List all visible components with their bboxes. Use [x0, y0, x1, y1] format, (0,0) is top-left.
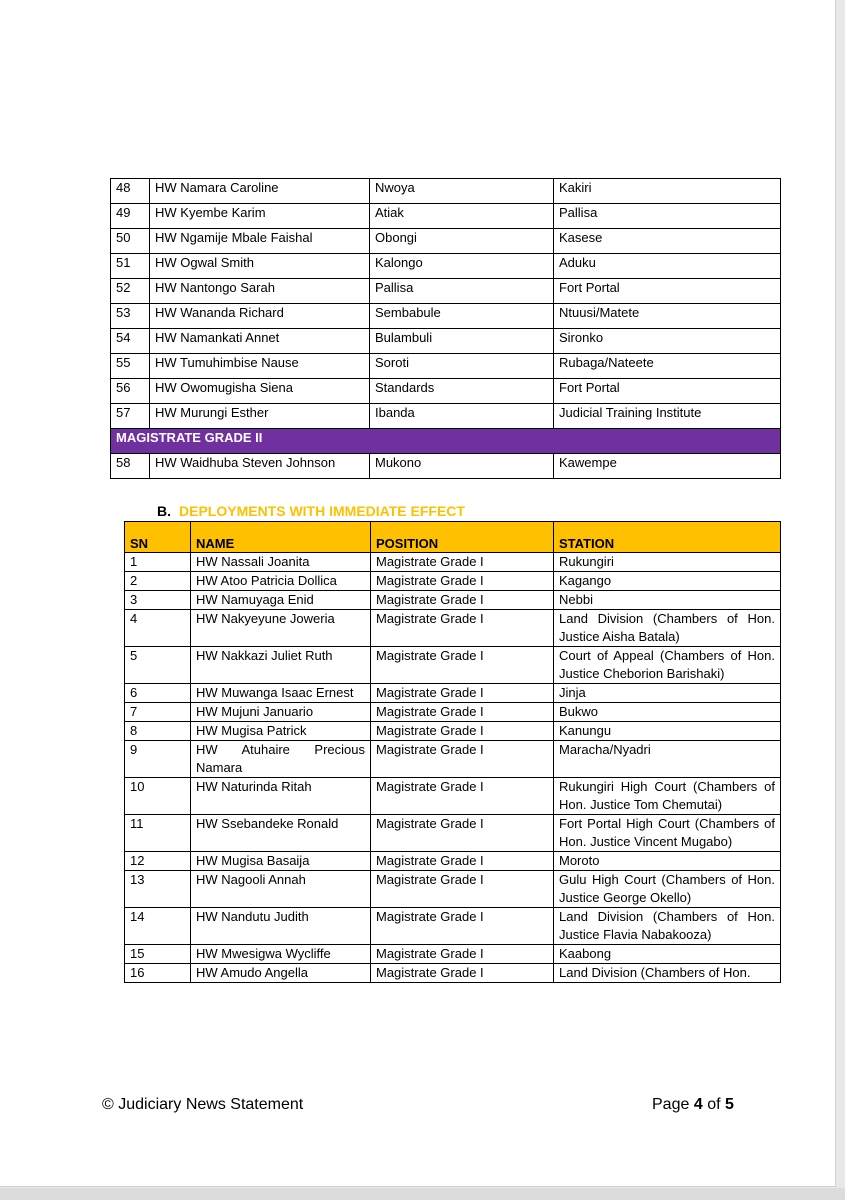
cell-name: HW Nagooli Annah: [191, 871, 371, 908]
cell-sn: 51: [111, 254, 150, 279]
cell-sn: 49: [111, 204, 150, 229]
table-row: [125, 722, 781, 741]
cell-station: Court of Appeal (Chambers of Hon. Justice Cheborion Barishaki): [554, 647, 781, 684]
cell-from: Atiak: [370, 204, 554, 229]
cell-station: Rukungiri High Court (Chambers of Hon. Justice Tom Chemutai): [554, 778, 781, 815]
table-row: [111, 254, 781, 279]
cell-name: HW Mujuni Januario: [191, 703, 371, 722]
cell-from: Sembabule: [370, 304, 554, 329]
table-row: [125, 553, 781, 572]
cell-position: Magistrate Grade I: [371, 591, 554, 610]
cell-to: Kasese: [554, 229, 781, 254]
cell-sn: 48: [111, 179, 150, 204]
table-row: [125, 964, 781, 983]
cell-to: Judicial Training Institute: [554, 404, 781, 429]
cell-from: Standards: [370, 379, 554, 404]
cell-position: Magistrate Grade I: [371, 778, 554, 815]
cell-sn: 15: [125, 945, 191, 964]
deployments-table: [124, 521, 781, 983]
cell-sn: 11: [125, 815, 191, 852]
cell-from: Mukono: [370, 454, 554, 479]
cell-position: Magistrate Grade I: [371, 741, 554, 778]
table-row: [125, 778, 781, 815]
table-row: [111, 379, 781, 404]
cell-name: HW Namara Caroline: [150, 179, 370, 204]
cell-station: Rukungiri: [554, 553, 781, 572]
cell-sn: 3: [125, 591, 191, 610]
cell-station: Maracha/Nyadri: [554, 741, 781, 778]
cell-station: Moroto: [554, 852, 781, 871]
table-row: [111, 454, 781, 479]
section-letter: B.: [157, 503, 171, 519]
page-gap: [0, 1188, 845, 1200]
cell-from: Kalongo: [370, 254, 554, 279]
footer-copyright: © Judiciary News Statement: [102, 1096, 304, 1113]
table-row: [125, 572, 781, 591]
cell-sn: 13: [125, 871, 191, 908]
cell-name: HW Mugisa Patrick: [191, 722, 371, 741]
table-row: [125, 871, 781, 908]
cell-from: Obongi: [370, 229, 554, 254]
cell-position: Magistrate Grade I: [371, 684, 554, 703]
grade-row: [111, 429, 781, 454]
cell-name: HW Atuhaire Precious Namara: [191, 741, 371, 778]
table-row: [125, 591, 781, 610]
cell-sn: 53: [111, 304, 150, 329]
cell-position: Magistrate Grade I: [371, 722, 554, 741]
table-row: [125, 852, 781, 871]
cell-sn: 10: [125, 778, 191, 815]
cell-sn: 7: [125, 703, 191, 722]
table-row: [125, 647, 781, 684]
cell-name: HW Kyembe Karim: [150, 204, 370, 229]
cell-sn: 50: [111, 229, 150, 254]
cell-station: Kaabong: [554, 945, 781, 964]
page-of: of: [707, 1096, 721, 1113]
cell-name: HW Nantongo Sarah: [150, 279, 370, 304]
cell-sn: 54: [111, 329, 150, 354]
table-row: [111, 404, 781, 429]
cell-name: HW Ssebandeke Ronald: [191, 815, 371, 852]
cell-name: HW Amudo Angella: [191, 964, 371, 983]
table-row: [125, 815, 781, 852]
cell-to: Fort Portal: [554, 379, 781, 404]
cell-position: Magistrate Grade I: [371, 815, 554, 852]
cell-sn: 6: [125, 684, 191, 703]
cell-from: Bulambuli: [370, 329, 554, 354]
table-row: [111, 279, 781, 304]
cell-from: Nwoya: [370, 179, 554, 204]
section-b-title: [157, 502, 465, 520]
table-row: [111, 354, 781, 379]
cell-position: Magistrate Grade I: [371, 945, 554, 964]
cell-from: Ibanda: [370, 404, 554, 429]
cell-sn: 1: [125, 553, 191, 572]
cell-name: HW Muwanga Isaac Ernest: [191, 684, 371, 703]
cell-station: Land Division (Chambers of Hon.: [554, 964, 781, 983]
table-row: [111, 229, 781, 254]
cell-sn: 56: [111, 379, 150, 404]
cell-name: HW Ogwal Smith: [150, 254, 370, 279]
cell-position: Magistrate Grade I: [371, 852, 554, 871]
cell-sn: 9: [125, 741, 191, 778]
cell-station: Kagango: [554, 572, 781, 591]
cell-sn: 16: [125, 964, 191, 983]
cell-name: HW Nakkazi Juliet Ruth: [191, 647, 371, 684]
cell-station: Bukwo: [554, 703, 781, 722]
cell-name: HW Atoo Patricia Dollica: [191, 572, 371, 591]
table-header-row: [125, 522, 781, 553]
header-position: POSITION: [371, 522, 554, 553]
page-prefix: Page: [652, 1096, 690, 1113]
cell-station: Gulu High Court (Chambers of Hon. Justice George Okello): [554, 871, 781, 908]
cell-station: Fort Portal High Court (Chambers of Hon. Justice Vincent Mugabo): [554, 815, 781, 852]
table-row: [125, 684, 781, 703]
table-row: [125, 945, 781, 964]
cell-name: HW Naturinda Ritah: [191, 778, 371, 815]
cell-station: Nebbi: [554, 591, 781, 610]
cell-name: HW Nakyeyune Joweria: [191, 610, 371, 647]
cell-to: Kawempe: [554, 454, 781, 479]
cell-from: Pallisa: [370, 279, 554, 304]
cell-station: Land Division (Chambers of Hon. Justice Flavia Nabakooza): [554, 908, 781, 945]
cell-to: Ntuusi/Matete: [554, 304, 781, 329]
cell-sn: 4: [125, 610, 191, 647]
footer-page-number: [652, 1096, 734, 1114]
cell-station: Kanungu: [554, 722, 781, 741]
cell-position: Magistrate Grade I: [371, 964, 554, 983]
cell-to: Rubaga/Nateete: [554, 354, 781, 379]
cell-sn: 52: [111, 279, 150, 304]
cell-from: Soroti: [370, 354, 554, 379]
cell-position: Magistrate Grade I: [371, 610, 554, 647]
header-name: NAME: [191, 522, 371, 553]
table-row: [111, 179, 781, 204]
cell-to: Kakiri: [554, 179, 781, 204]
cell-name: HW Owomugisha Siena: [150, 379, 370, 404]
cell-station: Jinja: [554, 684, 781, 703]
cell-sn: 12: [125, 852, 191, 871]
cell-name: HW Nassali Joanita: [191, 553, 371, 572]
cell-name: HW Mwesigwa Wycliffe: [191, 945, 371, 964]
cell-to: Sironko: [554, 329, 781, 354]
cell-sn: 2: [125, 572, 191, 591]
cell-to: Fort Portal: [554, 279, 781, 304]
cell-to: Aduku: [554, 254, 781, 279]
table-row: [125, 610, 781, 647]
page-current: 4: [693, 1096, 703, 1113]
grade-label: MAGISTRATE GRADE II: [111, 429, 781, 454]
cell-name: HW Namuyaga Enid: [191, 591, 371, 610]
page-total: 5: [724, 1096, 734, 1113]
cell-name: HW Namankati Annet: [150, 329, 370, 354]
cell-sn: 58: [111, 454, 150, 479]
cell-position: Magistrate Grade I: [371, 908, 554, 945]
cell-name: HW Wananda Richard: [150, 304, 370, 329]
transfers-table: [110, 178, 781, 479]
header-station: STATION: [554, 522, 781, 553]
cell-position: Magistrate Grade I: [371, 871, 554, 908]
cell-position: Magistrate Grade I: [371, 572, 554, 591]
cell-name: HW Waidhuba Steven Johnson: [150, 454, 370, 479]
header-sn: SN: [125, 522, 191, 553]
cell-sn: 55: [111, 354, 150, 379]
cell-sn: 8: [125, 722, 191, 741]
cell-name: HW Tumuhimbise Nause: [150, 354, 370, 379]
cell-name: HW Nandutu Judith: [191, 908, 371, 945]
cell-position: Magistrate Grade I: [371, 553, 554, 572]
cell-position: Magistrate Grade I: [371, 647, 554, 684]
cell-to: Pallisa: [554, 204, 781, 229]
table-row: [125, 908, 781, 945]
cell-position: Magistrate Grade I: [371, 703, 554, 722]
table-row: [111, 329, 781, 354]
cell-name: HW Murungi Esther: [150, 404, 370, 429]
table-row: [111, 304, 781, 329]
cell-sn: 5: [125, 647, 191, 684]
cell-station: Land Division (Chambers of Hon. Justice Aisha Batala): [554, 610, 781, 647]
cell-sn: 57: [111, 404, 150, 429]
cell-name: HW Ngamije Mbale Faishal: [150, 229, 370, 254]
table-row: [125, 703, 781, 722]
cell-name: HW Mugisa Basaija: [191, 852, 371, 871]
table-row: [125, 741, 781, 778]
section-heading: DEPLOYMENTS WITH IMMEDIATE EFFECT: [179, 503, 465, 519]
table-row: [111, 204, 781, 229]
cell-sn: 14: [125, 908, 191, 945]
